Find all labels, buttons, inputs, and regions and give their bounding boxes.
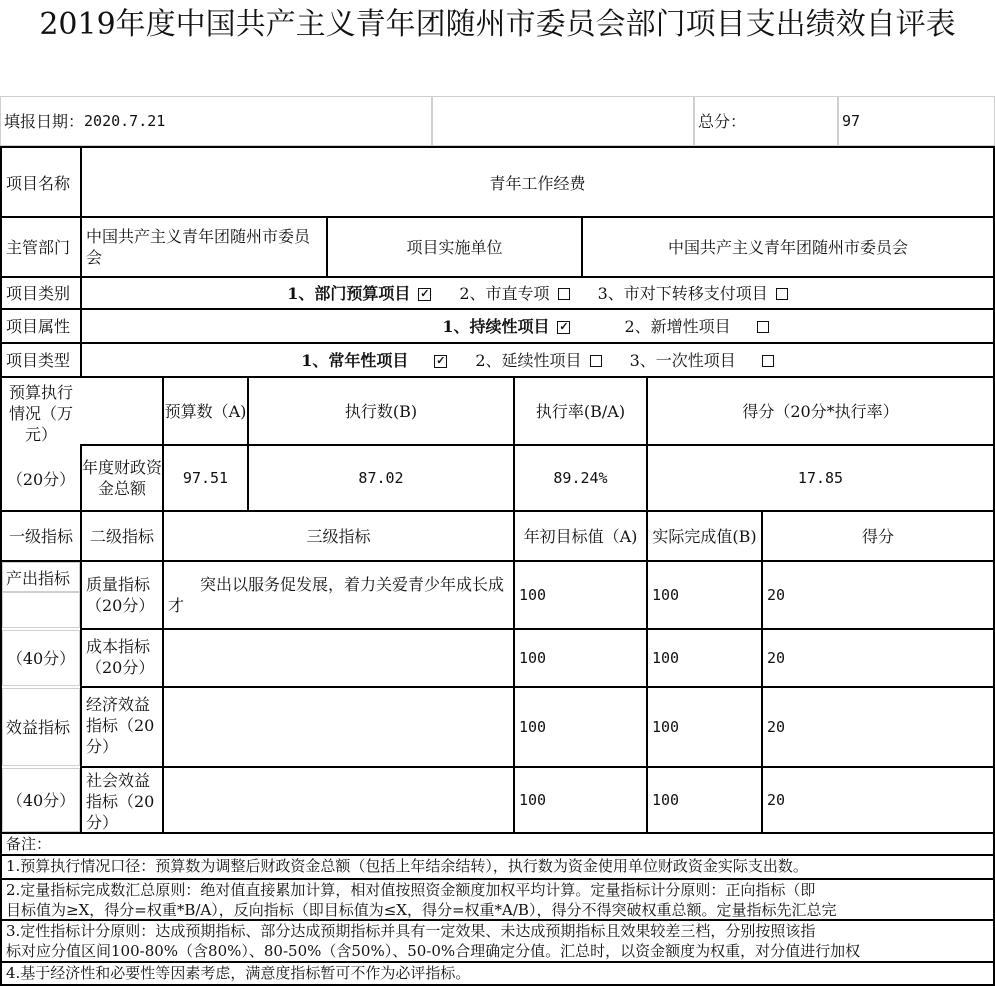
row2-l3 — [164, 634, 513, 686]
l1-output-score: （40分） — [6, 648, 76, 668]
category-option-2[interactable]: 2、市直专项 — [459, 283, 569, 304]
ind-header-score: 得分 — [861, 526, 894, 546]
category-label: 项目类别 — [6, 283, 71, 303]
fill-date-value: 2020.7.21 — [84, 111, 166, 130]
budget-value-score: 17.85 — [797, 468, 844, 487]
row1-target: 100 — [519, 585, 547, 604]
notes-title: 备注： — [6, 835, 52, 853]
row3-target: 100 — [519, 717, 547, 736]
fill-date — [0, 96, 432, 146]
row4-l3 — [164, 772, 513, 830]
budget-header-a: 预算数（A) — [164, 401, 247, 421]
l1-benefit: 效益指标 — [6, 717, 71, 737]
total-value: 97 — [842, 111, 861, 130]
checked-checkbox-icon[interactable]: ✓ — [436, 353, 446, 367]
ind-header-l3: 三级指标 — [306, 526, 371, 546]
total-label: 总分： — [698, 111, 747, 131]
attribute-option-1[interactable]: 1、持续性项目 ✓ — [442, 316, 569, 336]
note-2: 2.定量指标完成数汇总原则：绝对值直接累加计算，相对值按照资金额度加权平均计算。定量指标计分原则：正向指标（即 目标值为≥X，得分=权重*B/A），反向指标（即目标值为≤X，得分=权重*A/B），得分不得突破权重总额。定量指标先汇总完 — [6, 881, 837, 919]
row1-score: 20 — [767, 585, 786, 604]
row2-l2: 成本指标（20分） — [86, 637, 155, 677]
blank-cell — [432, 96, 694, 146]
budget-row-label: 年度财政资金总额 — [82, 458, 162, 498]
unchecked-checkbox-icon[interactable] — [558, 288, 570, 300]
category-option-3[interactable]: 3、市对下转移支付项目 — [598, 283, 788, 304]
row4-actual: 100 — [652, 790, 680, 809]
row1-l3: 突出以服务促发展，着力关爱青少年成长成才 — [168, 575, 505, 615]
type-option-1[interactable]: 1、常年性项目 ✓ — [301, 350, 446, 370]
category-options — [82, 278, 993, 308]
row4-score: 20 — [767, 790, 786, 809]
row4-target: 100 — [519, 790, 547, 809]
budget-score-label: （20分） — [6, 469, 76, 489]
budget-label: 预算执行情况（万元） — [8, 382, 73, 444]
note-1: 1.预算执行情况口径：预算数为调整后财政资金总额（包括上年结余结转），执行数为资金使用单位财政资金实际支出数。 — [6, 857, 808, 875]
page-title: 2019年度中国共产主义青年团随州市委员会部门项目支出绩效自评表 — [39, 7, 956, 42]
budget-header-score: 得分（20分*执行率） — [742, 401, 899, 421]
ind-header-target: 年初目标值（A) — [523, 526, 638, 546]
row3-l3 — [164, 692, 513, 766]
l1-benefit-score: （40分） — [6, 790, 76, 810]
impl-label: 项目实施单位 — [406, 237, 503, 257]
row3-score: 20 — [767, 717, 786, 736]
row2-actual: 100 — [652, 648, 680, 667]
row3-actual: 100 — [652, 717, 680, 736]
row2-target: 100 — [519, 648, 547, 667]
checked-checkbox-icon[interactable]: ✓ — [559, 319, 569, 333]
checked-checkbox-icon[interactable]: ✓ — [420, 286, 430, 300]
impl-value: 中国共产主义青年团随州市委员会 — [667, 237, 908, 257]
ind-header-l1: 一级指标 — [8, 526, 73, 546]
ind-header-l2: 二级指标 — [89, 526, 154, 546]
budget-value-b: 87.02 — [358, 468, 404, 487]
budget-header-rate: 执行率(B/A) — [535, 401, 626, 421]
unchecked-checkbox-icon[interactable] — [757, 321, 769, 333]
row2-score: 20 — [767, 648, 786, 667]
unchecked-checkbox-icon[interactable] — [762, 355, 774, 367]
attribute-label: 项目属性 — [6, 316, 71, 336]
l1-output: 产出指标 — [6, 568, 71, 588]
budget-value-rate: 89.24% — [553, 468, 608, 487]
budget-header-b: 执行数(B) — [344, 401, 418, 421]
dept-value: 中国共产主义青年团随州市委员会 — [86, 227, 311, 267]
type-options — [82, 344, 993, 376]
note-4: 4.基于经济性和必要性等因素考虑，满意度指标暂可不作为必评指标。 — [6, 964, 471, 982]
project-name-value: 青年工作经费 — [489, 173, 586, 193]
type-option-2[interactable]: 2、延续性项目 — [475, 350, 601, 371]
budget-value-a: 97.51 — [182, 468, 229, 487]
project-name-label: 项目名称 — [6, 173, 71, 193]
row3-l2: 经济效益指标（20分） — [86, 695, 155, 756]
note-3: 3.定性指标计分原则：达成预期指标、部分达成预期指标并具有一定效果、未达成预期指标且效果较差三档，分别按照该指 标对应分值区间100-80%（含80%）、80-50%（含50%）、50-0%合理确定分值。汇总时，以资金额度为权重，对分值进行加权 — [6, 922, 861, 960]
type-option-3[interactable]: 3、一次性项目 — [630, 350, 774, 371]
row1-l2: 质量指标（20分） — [86, 575, 155, 615]
row4-l2: 社会效益指标（20分） — [86, 771, 155, 830]
type-label: 项目类型 — [6, 350, 71, 370]
unchecked-checkbox-icon[interactable] — [776, 288, 788, 300]
ind-header-actual: 实际完成值(B) — [652, 526, 757, 546]
dept-label: 主管部门 — [6, 237, 71, 257]
grid-cell — [2, 592, 80, 628]
row1-actual: 100 — [652, 585, 680, 604]
attribute-options — [82, 310, 993, 342]
unchecked-checkbox-icon[interactable] — [590, 355, 602, 367]
fill-date-label: 填报日期： — [4, 111, 85, 131]
attribute-option-2[interactable]: 2、新增性项目 — [624, 316, 768, 337]
category-option-1[interactable]: 1、部门预算项目 ✓ — [287, 283, 430, 303]
